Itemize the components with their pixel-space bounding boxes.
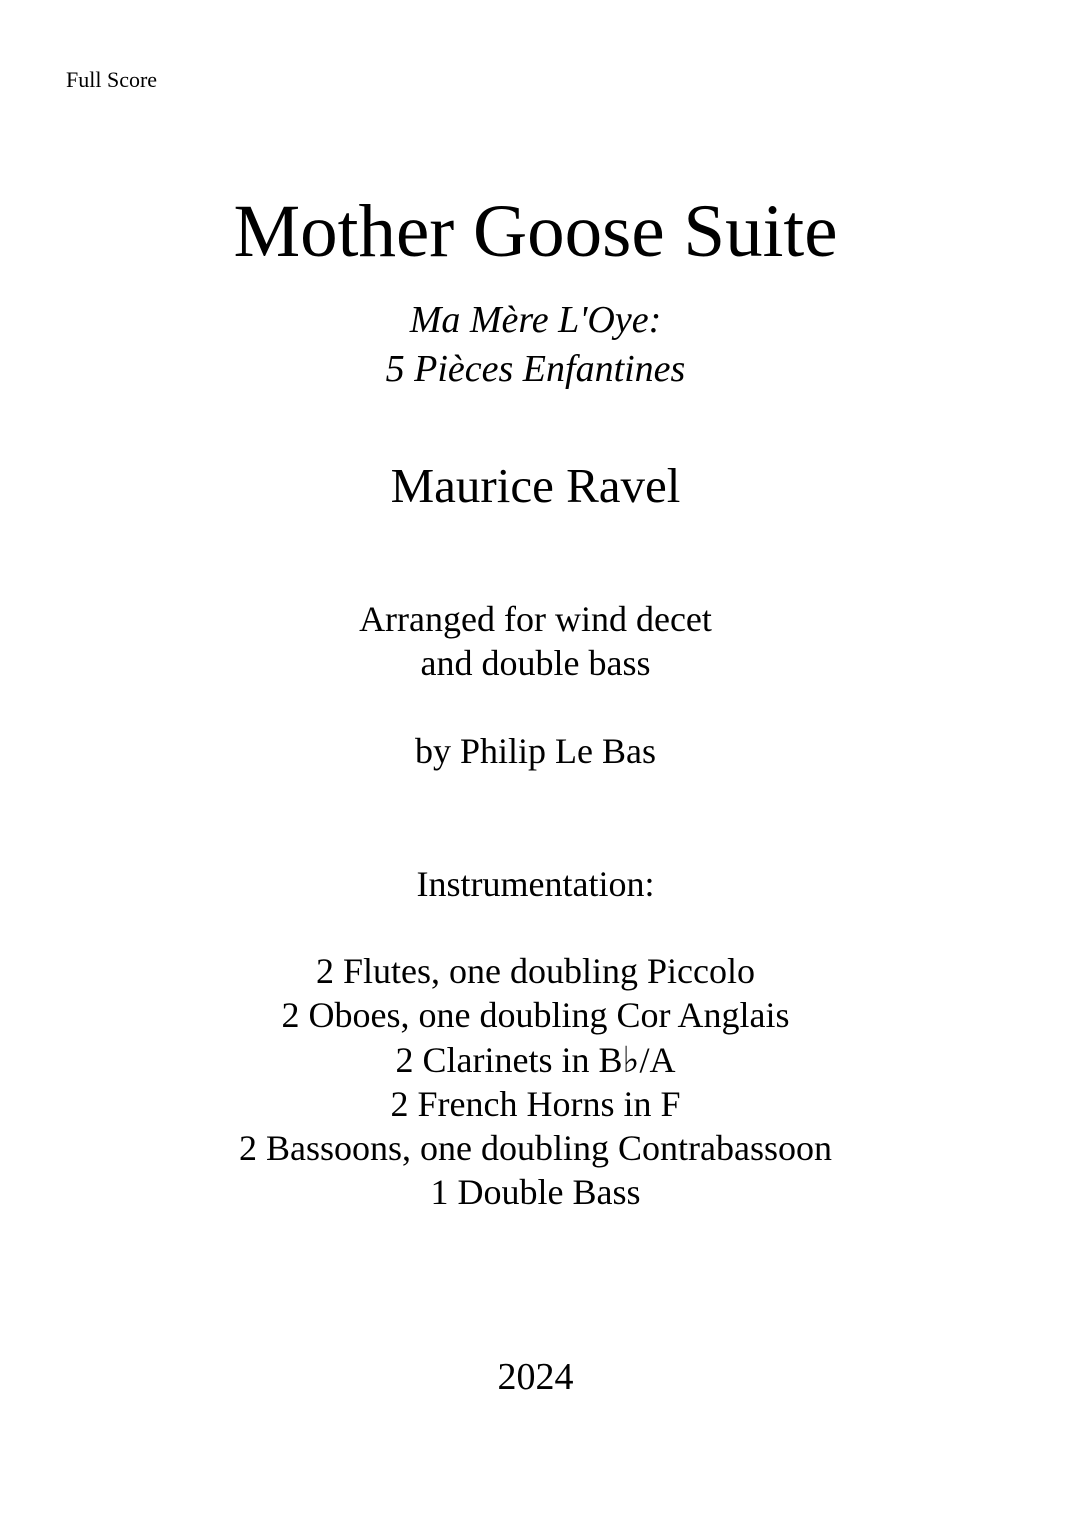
instrument-item: 2 Clarinets in B♭/A: [395, 1039, 676, 1080]
instrument-item: 2 Oboes, one doubling Cor Anglais: [281, 995, 790, 1036]
arranger-name: by Philip Le Bas: [415, 731, 656, 771]
publication-year: 2024: [497, 1356, 574, 1398]
instrumentation-list: [0, 949, 1071, 1215]
arrangement-description: [0, 597, 1071, 685]
full-score-label: Full Score: [66, 67, 158, 92]
instrument-item: 2 French Horns in F: [390, 1083, 681, 1124]
subtitle-line-2: 5 Pièces Enfantines: [385, 348, 686, 390]
subtitle: [0, 296, 1071, 394]
arrangement-line-1: Arranged for wind decet: [359, 599, 712, 639]
page-title: Mother Goose Suite: [233, 190, 838, 273]
instrument-item: 2 Flutes, one doubling Piccolo: [316, 951, 755, 991]
arrangement-line-2: and double bass: [420, 643, 651, 683]
instrumentation-heading: Instrumentation:: [416, 864, 655, 904]
composer-name: Maurice Ravel: [390, 458, 681, 513]
instrument-item: 2 Bassoons, one doubling Contrabassoon: [239, 1128, 832, 1169]
subtitle-line-1: Ma Mère L'Oye:: [409, 299, 662, 341]
instrument-item: 1 Double Bass: [430, 1172, 641, 1213]
